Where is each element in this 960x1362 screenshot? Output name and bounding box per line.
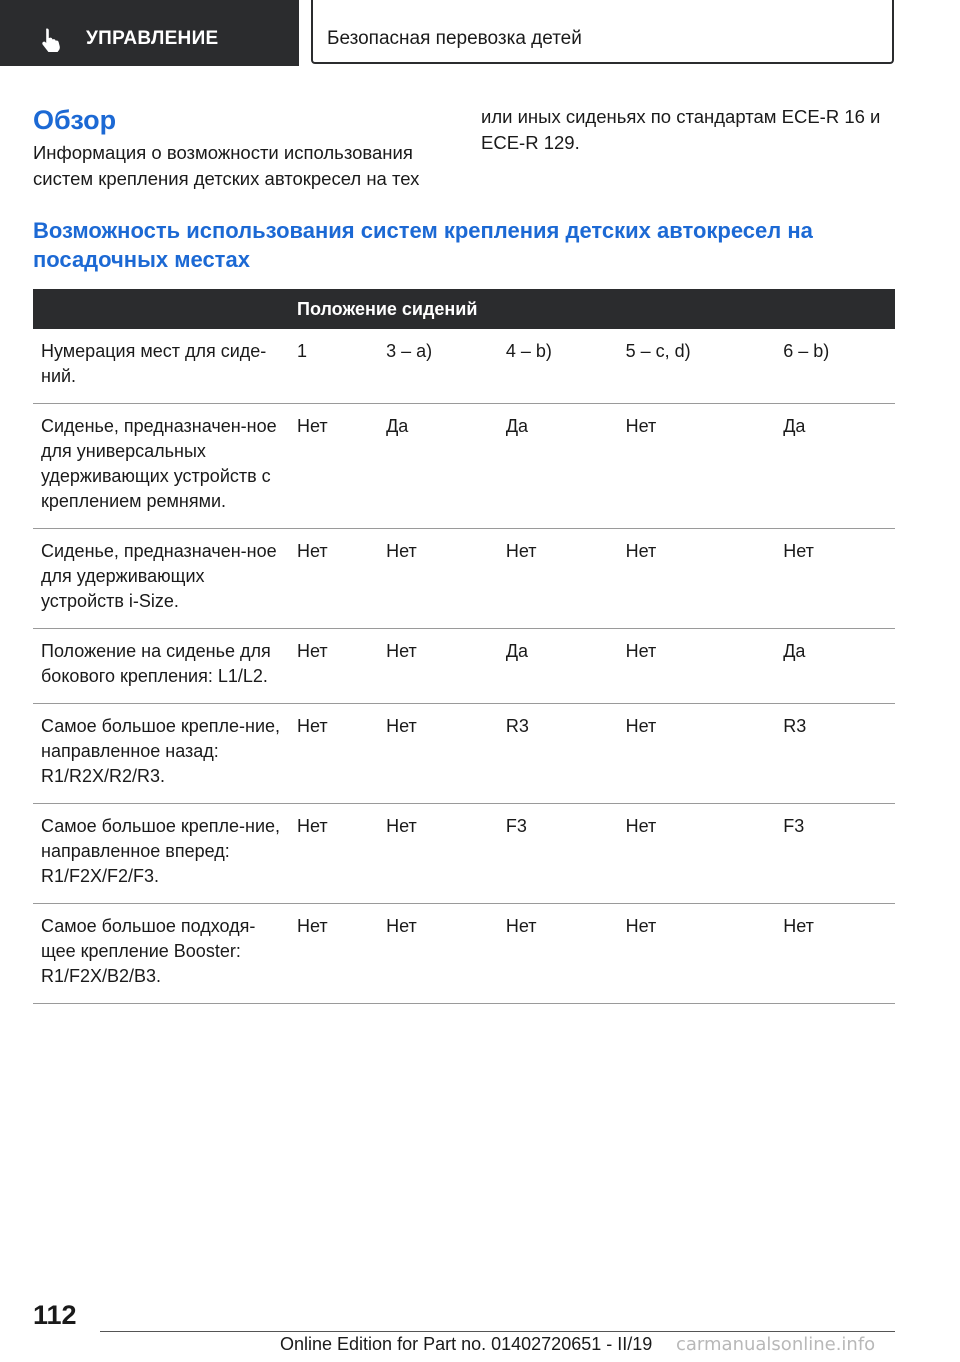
footer-edition: Online Edition for Part no. 01402720651 - II/19 xyxy=(280,1334,653,1354)
table-cell: F3 xyxy=(498,804,618,904)
overview-right-column xyxy=(481,104,901,156)
seat-positions-table xyxy=(33,289,895,1004)
table-cell: Нет xyxy=(618,904,776,1004)
table-row xyxy=(33,329,895,404)
table-cell: Нет xyxy=(775,904,895,1004)
overview-text-left: Информация о возможности использования систем крепления детских автокресел на тех xyxy=(33,142,420,189)
overview-text-right: или иных сиденьях по стандартам ECE-R 16 и ECE-R 129. xyxy=(481,106,881,153)
table-cell: 5 – c, d) xyxy=(618,329,776,404)
table-cell: Нет xyxy=(378,704,498,804)
table-cell: F3 xyxy=(775,804,895,904)
row-label: Сиденье, предназначен-ное для универсальных удерживающих устройств с креплением ремнями. xyxy=(33,404,289,529)
table-cell: 1 xyxy=(289,329,378,404)
table-cell: Нет xyxy=(378,904,498,1004)
page-number: 112 xyxy=(33,1300,77,1330)
overview-title: Обзор xyxy=(33,105,117,135)
table-cell: Да xyxy=(378,404,498,529)
table-cell: R3 xyxy=(498,704,618,804)
row-label: Самое большое крепле-ние, направленное вперед: R1/F2X/F2/F3. xyxy=(33,804,289,904)
table-cell: Нет xyxy=(618,629,776,704)
table-cell: Нет xyxy=(289,804,378,904)
table-header-row xyxy=(33,289,895,329)
row-label: Положение на сиденье для бокового крепления: L1/L2. xyxy=(33,629,289,704)
table-row xyxy=(33,904,895,1004)
table-cell: Нет xyxy=(618,529,776,629)
table-cell: Нет xyxy=(618,804,776,904)
table-cell: Да xyxy=(498,404,618,529)
table-cell: Нет xyxy=(618,704,776,804)
table-row xyxy=(33,804,895,904)
table-row xyxy=(33,529,895,629)
page-header xyxy=(0,0,960,66)
table-header: Положение сидений xyxy=(289,289,895,329)
watermark: carmanualsonline.info xyxy=(676,1334,876,1355)
table-cell: 3 – a) xyxy=(378,329,498,404)
table-row xyxy=(33,404,895,529)
table-cell: Нет xyxy=(378,804,498,904)
table-cell: Да xyxy=(775,404,895,529)
chapter-title: Безопасная перевозка детей xyxy=(327,28,582,49)
section-tab xyxy=(0,0,299,66)
table-cell: 4 – b) xyxy=(498,329,618,404)
table-cell: R3 xyxy=(775,704,895,804)
table-cell: Нет xyxy=(289,629,378,704)
table-cell: Нет xyxy=(289,904,378,1004)
section-label: УПРАВЛЕНИЕ xyxy=(86,28,219,49)
table-header-empty xyxy=(33,289,289,329)
table-cell: Да xyxy=(498,629,618,704)
overview-left-column xyxy=(33,104,433,192)
table-cell: Нет xyxy=(618,404,776,529)
hand-pointer-icon xyxy=(40,27,64,53)
row-label: Самое большое крепле-ние, направленное назад: R1/R2X/R2/R3. xyxy=(33,704,289,804)
table-cell: Нет xyxy=(775,529,895,629)
footer-divider xyxy=(100,1331,895,1332)
table-cell: 6 – b) xyxy=(775,329,895,404)
table-cell: Нет xyxy=(378,529,498,629)
row-label: Сиденье, предназначен-ное для удерживающих устройств i-Size. xyxy=(33,529,289,629)
table-cell: Нет xyxy=(289,529,378,629)
row-label: Самое большое подходя-щее крепление Booster: R1/F2X/B2/B3. xyxy=(33,904,289,1004)
table-cell: Нет xyxy=(498,529,618,629)
table-cell: Нет xyxy=(498,904,618,1004)
row-label: Нумерация мест для сиде-ний. xyxy=(33,329,289,404)
table-cell: Да xyxy=(775,629,895,704)
table-row xyxy=(33,629,895,704)
table-cell: Нет xyxy=(378,629,498,704)
table-cell: Нет xyxy=(289,704,378,804)
table-row xyxy=(33,704,895,804)
subsection-title: Возможность использования систем крепления детских автокресел на посадочных местах xyxy=(33,218,813,272)
table-cell: Нет xyxy=(289,404,378,529)
chapter-box xyxy=(311,0,894,64)
